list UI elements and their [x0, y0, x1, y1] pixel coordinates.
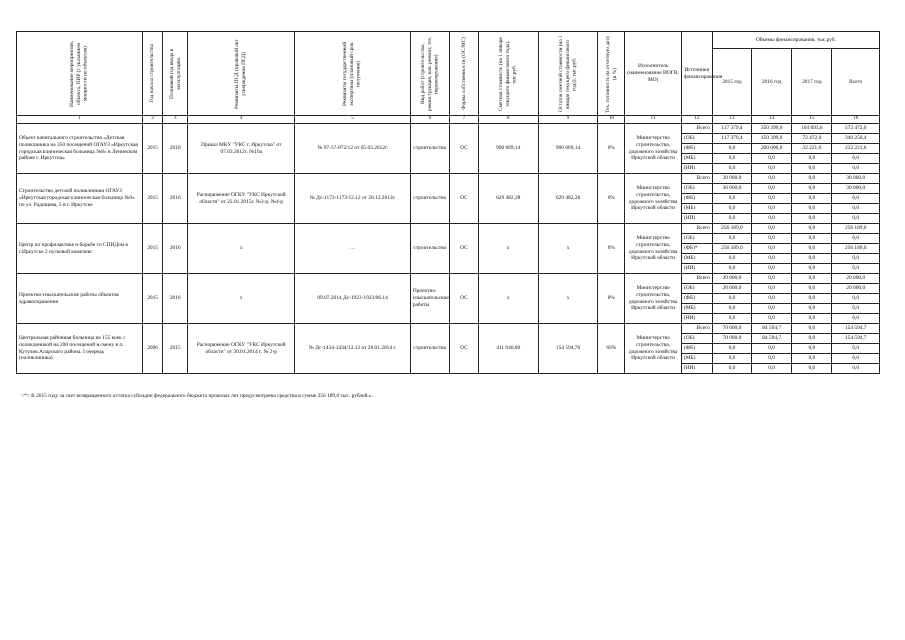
start-year: 2015	[142, 174, 163, 224]
funding-source: (ФБ)	[681, 194, 712, 204]
funding-source: Всего	[681, 174, 712, 184]
column-number: 10	[598, 116, 625, 124]
estimated-cost: х	[478, 224, 538, 274]
object-name: Центральная районная больница на 155 коек с поликлиникой на 200 посещений в смену в п. Кутулик Аларского района. I очередь (поликлиника).	[17, 324, 143, 374]
expertise-details: № Дс-1434-1434/12.13 от 28.01.2014 г.	[295, 324, 410, 374]
header-sources: Источники финансирования	[681, 32, 712, 116]
funding-2016: 0,0	[752, 254, 792, 264]
funding-2016: 0,0	[752, 194, 792, 204]
work-type: строительство	[410, 324, 449, 374]
funding-2016: 350 399,0	[752, 124, 792, 134]
column-number: 2	[142, 116, 163, 124]
funding-2015: 0,0	[712, 294, 751, 304]
funding-2017: 0,0	[792, 164, 832, 174]
funding-source: (МБ)	[681, 154, 712, 164]
header-name: Наименование мероприятия, объекта, ПИР (с указанием мощности по объектам)	[17, 32, 143, 116]
funding-total: 0,0	[832, 294, 880, 304]
column-number: 14	[752, 116, 792, 124]
funding-2016: 0,0	[752, 154, 792, 164]
funding-total: 572 472,0	[832, 124, 880, 134]
funding-source: (ОБ)	[681, 184, 712, 194]
funding-total: 30 000,0	[832, 174, 880, 184]
funding-total: 20 000,0	[832, 284, 880, 294]
funding-2015: 0,0	[712, 304, 751, 314]
funding-total: 0,0	[832, 214, 880, 224]
estimated-cost: 629 482,28	[478, 174, 538, 224]
header-ownership: Форма собственности (ОС/МС)	[449, 32, 478, 116]
column-number: 4	[188, 116, 295, 124]
ownership: ОС	[449, 224, 478, 274]
funding-2016: 0,0	[752, 244, 792, 254]
funding-source: (ФБ)	[681, 294, 712, 304]
readiness: 0%	[598, 224, 625, 274]
psd-details: Распоряжение ОГКУ "УКС Иркутской области" от 30.01.2014 г. № 2-р	[188, 324, 295, 374]
funding-2016: 0,0	[752, 264, 792, 274]
object-name: Центр по профилактике и борьбе со СПИДом в г.Иркутске 2 пусковой комплекс	[17, 224, 143, 274]
funding-2016: 0,0	[752, 274, 792, 284]
funding-2015: 0,0	[712, 264, 751, 274]
table-row	[17, 274, 880, 284]
work-type: строительство	[410, 174, 449, 224]
funding-total: 154 594,7	[832, 324, 880, 334]
commission-year: 2016	[163, 224, 188, 274]
column-number: 12	[681, 116, 712, 124]
executor: Министерство строительства, дорожного хозяйства Иркутской области	[625, 224, 682, 274]
header-2016: 2016 год	[752, 49, 792, 116]
funding-2017: 0,0	[792, 274, 832, 284]
funding-source: (ИИ)	[681, 264, 712, 274]
funding-2015: 0,0	[712, 364, 751, 374]
funding-2017: 0,0	[792, 294, 832, 304]
estimated-cost: х	[478, 274, 538, 324]
funding-total: 30 000,0	[832, 184, 880, 194]
header-2015: 2015 год	[712, 49, 751, 116]
header-start-year: Год начала строительства	[142, 32, 163, 116]
header-remaining-cost: Остаток сметной стоимости (на 1 января текущего финансового года), тыс.руб.	[538, 32, 598, 116]
executor: Министерство строительства, дорожного хозяйства Иркутской области	[625, 124, 682, 174]
column-numbers-row	[17, 116, 880, 124]
funding-total: 0,0	[832, 354, 880, 364]
funding-2016: 84 594,7	[752, 324, 792, 334]
remaining-cost: х	[538, 274, 598, 324]
funding-2016: 0,0	[752, 284, 792, 294]
header-total: Всего	[832, 49, 880, 116]
funding-2015: 0,0	[712, 204, 751, 214]
expertise-details: № 97-37-872/12 от 05.03.2012г.	[295, 124, 410, 174]
funding-2015: 70 000,0	[712, 324, 751, 334]
funding-2017: 104 693,6	[792, 124, 832, 134]
funding-source: (ОБ)	[681, 234, 712, 244]
funding-2017: 0,0	[792, 184, 832, 194]
ownership: ОС	[449, 324, 478, 374]
funding-2015: 0,0	[712, 314, 751, 324]
start-year: 2006	[142, 324, 163, 374]
funding-2016: 0,0	[752, 344, 792, 354]
funding-2016: 0,0	[752, 164, 792, 174]
funding-2016: 0,0	[752, 354, 792, 364]
funding-2016: 0,0	[752, 214, 792, 224]
commission-year: 2016	[163, 274, 188, 324]
funding-2015: 0,0	[712, 164, 751, 174]
funding-2016: 150 399,0	[752, 134, 792, 144]
funding-2016: 0,0	[752, 364, 792, 374]
funding-source: (ОБ)	[681, 134, 712, 144]
header-psd: Реквизиты ПСД (правовой акт утверждения ПСД)	[188, 32, 295, 116]
funding-2017: 0,0	[792, 174, 832, 184]
executor: Министерство строительства, дорожного хозяйства Иркутской области	[625, 274, 682, 324]
funding-2016: 0,0	[752, 314, 792, 324]
funding-source: (ФБ)	[681, 144, 712, 154]
column-number: 8	[478, 116, 538, 124]
funding-total: 0,0	[832, 254, 880, 264]
header-funding: Объемы финансирования, тыс.руб.	[712, 32, 879, 49]
investment-table	[16, 31, 880, 374]
funding-2017: 32 221,6	[792, 144, 832, 154]
funding-total: 0,0	[832, 314, 880, 324]
commission-year: 2016	[163, 174, 188, 224]
remaining-cost: 629 482,28	[538, 174, 598, 224]
funding-source: (ОБ)	[681, 334, 712, 344]
funding-total: 0,0	[832, 164, 880, 174]
funding-2015: 117 379,4	[712, 124, 751, 134]
remaining-cost: х	[538, 224, 598, 274]
psd-details: х	[188, 274, 295, 324]
funding-2016: 0,0	[752, 224, 792, 234]
executor: Министерство строительства, дорожного хозяйства Иркутской области	[625, 324, 682, 374]
funding-total: 0,0	[832, 344, 880, 354]
funding-2015: 20 000,0	[712, 274, 751, 284]
funding-2015: 0,0	[712, 194, 751, 204]
funding-total: 256 189,0	[832, 224, 880, 234]
funding-total: 0,0	[832, 364, 880, 374]
funding-2015: 0,0	[712, 354, 751, 364]
funding-total: 232 221,6	[832, 144, 880, 154]
funding-source: (МБ)	[681, 304, 712, 314]
funding-2015: 70 000,0	[712, 334, 751, 344]
funding-2017: 0,0	[792, 244, 832, 254]
ownership: ОС	[449, 274, 478, 324]
table-row	[17, 174, 880, 184]
funding-2017: 0,0	[792, 204, 832, 214]
column-number: 1	[17, 116, 143, 124]
column-number: 16	[832, 116, 880, 124]
funding-2015: 0,0	[712, 154, 751, 164]
header-commission-year: Плановый год ввода в эксплуатацию	[163, 32, 188, 116]
funding-2016: 84 594,7	[752, 334, 792, 344]
expertise-details: 09.07.2014 Дс-1923-1923/06.14	[295, 274, 410, 324]
column-number: 5	[295, 116, 410, 124]
ownership: ОС	[449, 124, 478, 174]
funding-2017: 0,0	[792, 264, 832, 274]
funding-2015: 0,0	[712, 144, 751, 154]
expertise-details: …	[295, 224, 410, 274]
funding-source: Всего	[681, 124, 712, 134]
funding-source: Всего	[681, 274, 712, 284]
funding-2015: 20 000,0	[712, 284, 751, 294]
funding-total: 0,0	[832, 264, 880, 274]
column-number: 15	[792, 116, 832, 124]
psd-details: Распоряжение ОГКУ "УКС Иркутской области" от 22.01.2015г. №3-р, №4-р	[188, 174, 295, 224]
funding-2015: 0,0	[712, 234, 751, 244]
funding-total: 0,0	[832, 234, 880, 244]
funding-2017: 0,0	[792, 304, 832, 314]
funding-2017: 0,0	[792, 314, 832, 324]
funding-2017: 0,0	[792, 364, 832, 374]
work-type: строительство	[410, 224, 449, 274]
column-number: 3	[163, 116, 188, 124]
estimated-cost: 411 640,80	[478, 324, 538, 374]
funding-total: 256 189,0	[832, 244, 880, 254]
funding-2017: 0,0	[792, 334, 832, 344]
funding-2016: 0,0	[752, 204, 792, 214]
object-name: Объект капитального строительства «Детская поликлиника на 350 посещений ОГАУЗ «Иркутская городская клиническая больница №8» в Ленинском районе г. Иркутска»	[17, 124, 143, 174]
funding-2015: 0,0	[712, 254, 751, 264]
object-name: Строительство детской поликлиники ОГАУЗ «Иркутская городская клиническая больница №9» по ул. Радищева, 5 в г. Иркутске	[17, 174, 143, 224]
estimated-cost: 900 669,14	[478, 124, 538, 174]
executor: Министерство строительства, дорожного хозяйства Иркутской области	[625, 174, 682, 224]
table-row	[17, 224, 880, 234]
header-2017: 2017 год	[792, 49, 832, 116]
funding-source: (ИИ)	[681, 364, 712, 374]
readiness: 0%	[598, 124, 625, 174]
start-year: 2015	[142, 124, 163, 174]
psd-details: Приказ МКУ "УКС г. Иркутска" от 07.03.2012г. №10а	[188, 124, 295, 174]
expertise-details: № Дс-1173-1173/12.12 от 20.12.2013г.	[295, 174, 410, 224]
funding-2017: 0,0	[792, 214, 832, 224]
column-number: 6	[410, 116, 449, 124]
header-executor: Исполнитель (наименование ИОГВ, МО)	[625, 32, 682, 116]
header-estimated-cost: Сметная стоимость (на 1 января текущего финансового года), тыс.руб.	[478, 32, 538, 116]
funding-2017: 0,0	[792, 344, 832, 354]
readiness: 69%	[598, 324, 625, 374]
ownership: ОС	[449, 174, 478, 224]
funding-2015: 0,0	[712, 214, 751, 224]
funding-2016: 0,0	[752, 234, 792, 244]
funding-2015: 0,0	[712, 344, 751, 354]
funding-2016: 0,0	[752, 294, 792, 304]
funding-source: Всего	[681, 324, 712, 334]
funding-2015: 256 189,0	[712, 224, 751, 234]
funding-2017: 0,0	[792, 154, 832, 164]
funding-source: Всего	[681, 224, 712, 234]
funding-2015: 30 000,0	[712, 184, 751, 194]
funding-2017: 0,0	[792, 234, 832, 244]
commission-year: 2015	[163, 324, 188, 374]
funding-source: (ФБ)*	[681, 244, 712, 254]
remaining-cost: 900 669,14	[538, 124, 598, 174]
funding-source: (ФБ)	[681, 344, 712, 354]
funding-total: 20 000,0	[832, 274, 880, 284]
funding-2017: 0,0	[792, 254, 832, 264]
funding-2017: 0,0	[792, 194, 832, 204]
column-number: 9	[538, 116, 598, 124]
funding-source: (ИИ)	[681, 314, 712, 324]
funding-2015: 30 000,0	[712, 174, 751, 184]
start-year: 2015	[142, 224, 163, 274]
funding-2016: 0,0	[752, 184, 792, 194]
commission-year: 2018	[163, 124, 188, 174]
column-number: 13	[712, 116, 751, 124]
header-work-type: Вид работ (строительство, реконструкция, кап. ремонт, тех. перевооружение)	[410, 32, 449, 116]
readiness: 0%	[598, 174, 625, 224]
header-readiness: Тех. готовность на отчетную дату (в %)	[598, 32, 625, 116]
psd-details: х	[188, 224, 295, 274]
funding-source: (МБ)	[681, 204, 712, 214]
funding-2015: 256 189,0	[712, 244, 751, 254]
footnote: <*> В 2015 году за счет возвращенного остатка субсидии федерального бюджета прошлых лет предусмотрены средства в сумме 256 189,0 тыс. рублей.».	[21, 393, 373, 399]
funding-source: (ИИ)	[681, 214, 712, 224]
funding-total: 0,0	[832, 194, 880, 204]
work-type: Проектно-изыскательские работы	[410, 274, 449, 324]
work-type: строительство	[410, 124, 449, 174]
column-number: 7	[449, 116, 478, 124]
column-number: 11	[625, 116, 682, 124]
funding-source: (ИИ)	[681, 164, 712, 174]
funding-2016: 0,0	[752, 174, 792, 184]
table-row	[17, 124, 880, 134]
funding-2017: 0,0	[792, 284, 832, 294]
funding-2016: 0,0	[752, 304, 792, 314]
funding-total: 0,0	[832, 304, 880, 314]
header-expertise: Реквизиты государственной экспертизы (плановый срок получения)	[295, 32, 410, 116]
funding-total: 154 594,7	[832, 334, 880, 344]
funding-2015: 117 379,4	[712, 134, 751, 144]
funding-source: (МБ)	[681, 254, 712, 264]
funding-total: 0,0	[832, 204, 880, 214]
funding-source: (ОБ)	[681, 284, 712, 294]
object-name: Проектно-изыскательские работы объектов здравоохранения	[17, 274, 143, 324]
funding-total: 340 250,4	[832, 134, 880, 144]
remaining-cost: 154 594,70	[538, 324, 598, 374]
funding-2017: 72 472,0	[792, 134, 832, 144]
funding-source: (МБ)	[681, 354, 712, 364]
readiness: 0%	[598, 274, 625, 324]
funding-2017: 0,0	[792, 354, 832, 364]
funding-total: 0,0	[832, 154, 880, 164]
funding-2017: 0,0	[792, 324, 832, 334]
start-year: 2015	[142, 274, 163, 324]
table-row	[17, 324, 880, 334]
funding-2016: 200 000,0	[752, 144, 792, 154]
funding-2017: 0,0	[792, 224, 832, 234]
